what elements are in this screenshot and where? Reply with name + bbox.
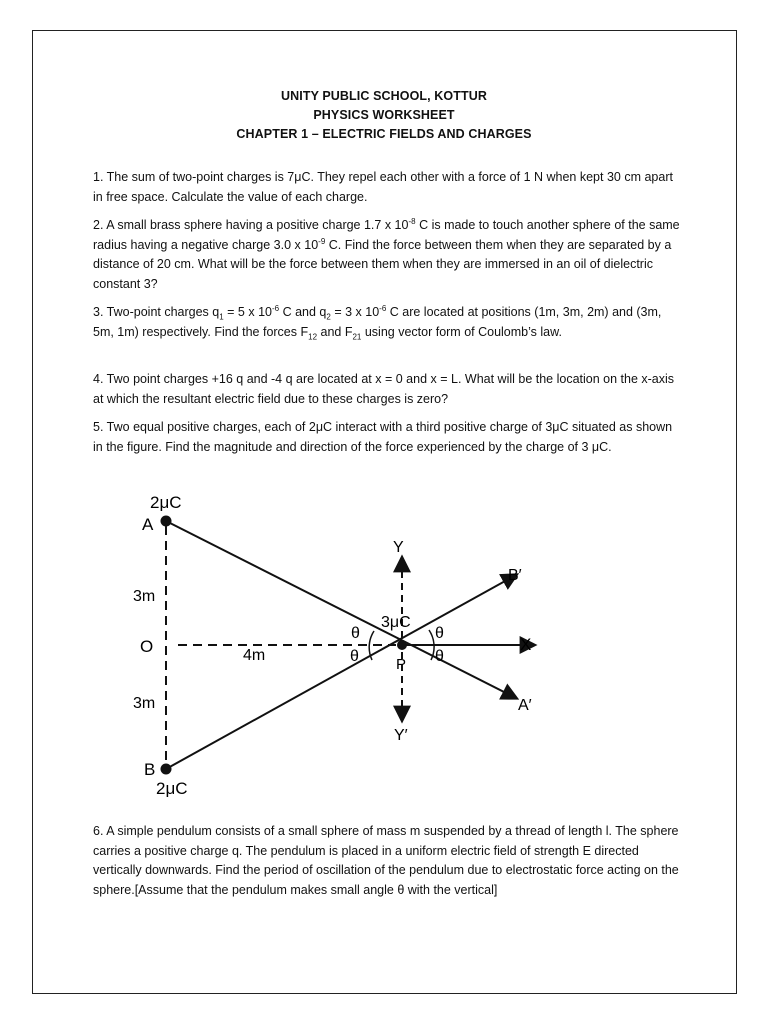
- q2-exponent: -9: [318, 236, 326, 246]
- charge-b-label: 2μC: [156, 779, 188, 798]
- q2-exponent: -8: [408, 216, 416, 226]
- point-p-label: P: [396, 656, 407, 673]
- charge-a-label: 2μC: [150, 493, 182, 512]
- point-o-label: O: [140, 637, 154, 656]
- question-4: 4. Two point charges +16 q and -4 q are located at x = 0 and x = L. What will be the location on the x-axis at which the resultant electric field due to these charges is zero?: [93, 372, 675, 406]
- question-1: 1. The sum of two-point charges is 7μC. They repel each other with a force of 1 N when kept 30 cm apart in free space. Calculate the value of each charge.: [93, 170, 673, 204]
- theta-lower-left: θ: [350, 648, 359, 665]
- theta-upper-right: θ: [435, 625, 444, 642]
- q3-subscript: 21: [352, 332, 362, 341]
- charge-b-dot: [161, 764, 172, 775]
- distance-top-label: 3m: [133, 588, 156, 605]
- q3-text: using vector form of Coulomb’s law.: [361, 324, 562, 339]
- q2-text: C. Find the force between them when they are separated by a distance of 20 cm. What will be the force between them when they are immersed in an oil of dielectric constant 3?: [93, 237, 672, 291]
- question-5: 5. Two equal positive charges, each of 2μC interact with a third positive charge of 3μC situated as shown in the figure. Find the magnitude and direction of the force experienced by the charge of 3 μC.: [93, 420, 673, 454]
- q3-text: C are located at positions (1m, 3m, 2m) and (3m, 5m, 1m) respectively. Find the forces F: [93, 305, 662, 339]
- question-3: [93, 303, 683, 342]
- q3-text: and F: [317, 324, 353, 339]
- point-a-label: A: [142, 515, 154, 534]
- worksheet-header: [0, 87, 768, 144]
- question-2: [93, 216, 683, 294]
- q3-exponent: -6: [272, 303, 280, 313]
- q3-exponent: -6: [379, 303, 387, 313]
- point-b-label: B: [144, 760, 156, 779]
- q3-text: 3. Two-point charges q: [93, 305, 220, 319]
- subject-title: PHYSICS WORKSHEET: [313, 108, 455, 122]
- x-axis-label: X: [520, 635, 532, 654]
- q3-text: = 3 x 10: [330, 305, 380, 319]
- q3-text: = 5 x 10: [223, 305, 272, 319]
- charges-figure: [98, 488, 568, 806]
- charge-p-dot: [397, 640, 407, 650]
- q3-subscript: 1: [219, 312, 224, 322]
- question-6: 6. A simple pendulum consists of a small sphere of mass m suspended by a thread of length l. The sphere carries a positive charge q. The pendulum is placed in a uniform electric field of strength E directed vertically downwards. Find the period of oscillation of the pendulum due to electrostatic force acting on the sphere.[Assume that the pendulum makes small angle θ with the vertical]: [93, 824, 679, 897]
- distance-horizontal-label: 4m: [243, 647, 266, 664]
- chapter-title: CHAPTER 1 – ELECTRIC FIELDS AND CHARGES: [236, 127, 532, 141]
- y-prime-axis-label: Y′: [394, 727, 408, 744]
- theta-lower-right: θ: [435, 648, 444, 665]
- charge-p-label: 3μC: [381, 614, 411, 631]
- y-axis-label: Y: [393, 539, 404, 556]
- q2-text: 2. A small brass sphere having a positive charge 1.7 x 10: [93, 218, 409, 232]
- charge-a-dot: [161, 516, 172, 527]
- school-name: UNITY PUBLIC SCHOOL, KOTTUR: [281, 89, 487, 103]
- theta-upper-left: θ: [351, 625, 360, 642]
- a-prime-label: A′: [518, 697, 532, 714]
- q3-subscript: 2: [326, 312, 331, 322]
- q2-text: C is made to touch another sphere of the same radius having a negative charge 3.0 x 10: [93, 218, 680, 252]
- q3-text: C and q: [279, 305, 327, 319]
- q3-subscript: 12: [308, 332, 318, 341]
- distance-bottom-label: 3m: [133, 695, 156, 712]
- b-prime-label: B′: [508, 567, 522, 584]
